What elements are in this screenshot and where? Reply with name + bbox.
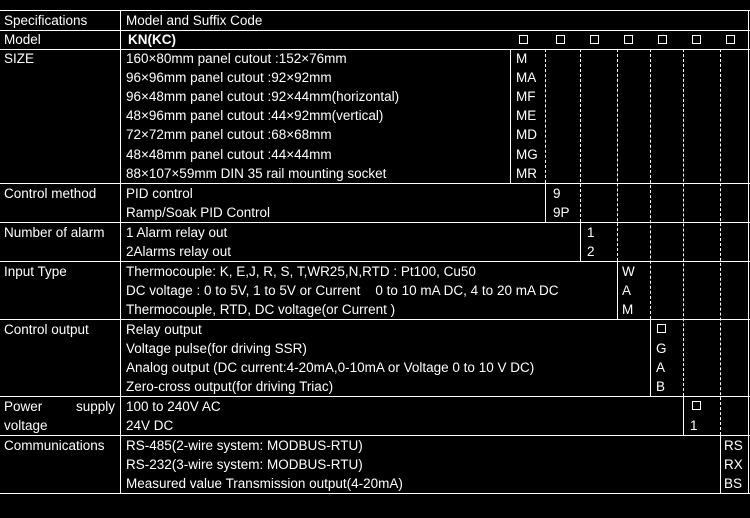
rule [650, 319, 651, 396]
control-output-label: Control output [4, 322, 89, 337]
size-code: ME [516, 108, 537, 123]
communications-label: Communications [4, 438, 105, 453]
input-type-item: DC voltage : 0 to 5V, 1 to 5V or Current 0 to 10 mA DC, 4 to 20 mA DC [126, 283, 559, 298]
communications-code: RS [724, 438, 743, 453]
size-item: 48×96mm panel cutout :44×92mm(vertical) [126, 108, 384, 123]
size-code: MD [516, 127, 537, 142]
input-type-code: A [622, 283, 632, 298]
control-output-item: Relay output [126, 322, 202, 337]
size-code: M [516, 51, 528, 66]
input-type-label: Input Type [4, 264, 67, 279]
power-label-line1 [4, 397, 115, 416]
suffix-box-2 [556, 35, 565, 44]
alarm-code: 1 [587, 225, 595, 240]
size-item: 88×107×59mm DIN 35 rail mounting socket [126, 166, 387, 181]
model-name: KN(KC) [128, 32, 176, 47]
rule [0, 183, 750, 184]
control-method-code: 9 [553, 186, 561, 201]
communications-code: BS [724, 476, 743, 491]
suffix-box-3 [590, 35, 599, 44]
rule [510, 49, 511, 183]
power-item: 24V DC [126, 418, 174, 433]
control-output-item: Analog output (DC current:4-20mA,0-10mA or Voltage 0 to 10 V DC) [126, 360, 535, 375]
communications-item: Measured value Transmission output(4-20mA) [126, 476, 403, 491]
rule [0, 493, 750, 494]
size-item: 96×48mm panel cutout :92×44mm(horizontal) [126, 89, 400, 104]
size-item: 48×48mm panel cutout :44×44mm [126, 147, 332, 162]
rule [0, 435, 750, 436]
control-method-label: Control method [4, 186, 97, 201]
suffix-box-6 [692, 35, 701, 44]
rule [580, 222, 581, 261]
rule [0, 49, 750, 50]
control-method-code: 9P [553, 205, 570, 220]
rule [0, 319, 750, 320]
input-type-item: Thermocouple: K, E,J, R, S, T,WR25,N,RTD : Pt100, Cu50 [126, 264, 476, 279]
header-model-suffix: Model and Suffix Code [126, 13, 263, 28]
size-item: 72×72mm panel cutout :68×68mm [126, 127, 332, 142]
rule [0, 222, 750, 223]
rule [0, 10, 750, 11]
rule [683, 396, 684, 435]
control-output-item: Voltage pulse(for driving SSR) [126, 341, 307, 356]
power-label-word: Power [4, 399, 43, 414]
communications-item: RS-232(3-wire system: MODBUS-RTU) [126, 457, 363, 472]
rule [0, 30, 750, 31]
suffix-box-4 [624, 35, 633, 44]
dashed-guide [720, 49, 721, 435]
dashed-guide [650, 49, 651, 319]
power-item: 100 to 240V AC [126, 399, 221, 414]
input-type-code: W [622, 264, 635, 279]
input-type-item: Thermocouple, RTD, DC voltage(or Current ) [126, 302, 396, 317]
control-output-box [657, 324, 666, 333]
dashed-guide [545, 49, 546, 183]
power-box [692, 401, 701, 410]
suffix-box-7 [726, 35, 735, 44]
control-output-code: A [656, 360, 666, 375]
size-code: MF [516, 89, 536, 104]
dashed-guide [580, 49, 581, 222]
rule [617, 261, 618, 319]
model-label: Model [4, 32, 41, 47]
header-specifications: Specifications [4, 13, 88, 28]
rule [545, 183, 546, 222]
size-code: MA [516, 70, 537, 85]
control-output-code: G [656, 341, 667, 356]
alarm-item: 2Alarms relay out [126, 244, 232, 259]
communications-code: RX [724, 457, 743, 472]
dashed-guide [683, 49, 684, 396]
power-label-word: supply [75, 399, 115, 414]
input-type-code: M [622, 302, 634, 317]
power-label-line2: voltage [4, 418, 48, 433]
rule [720, 435, 721, 493]
dashed-guide [617, 49, 618, 261]
size-label: SIZE [4, 51, 35, 66]
rule [120, 10, 121, 493]
suffix-box-1 [519, 35, 528, 44]
alarm-label: Number of alarm [4, 225, 105, 240]
alarm-item: 1 Alarm relay out [126, 225, 228, 240]
control-method-item: PID control [126, 186, 193, 201]
size-item: 160×80mm panel cutout :152×76mm [126, 51, 347, 66]
alarm-code: 2 [587, 244, 595, 259]
size-item: 96×96mm panel cutout :92×92mm [126, 70, 332, 85]
communications-item: RS-485(2-wire system: MODBUS-RTU) [126, 438, 363, 453]
power-code: 1 [690, 418, 698, 433]
control-output-code: B [656, 379, 666, 394]
rule [748, 10, 749, 493]
size-code: MG [516, 147, 538, 162]
control-method-item: Ramp/Soak PID Control [126, 205, 271, 220]
control-output-item: Zero-cross output(for driving Triac) [126, 379, 334, 394]
suffix-box-5 [658, 35, 667, 44]
size-code: MR [516, 166, 537, 181]
